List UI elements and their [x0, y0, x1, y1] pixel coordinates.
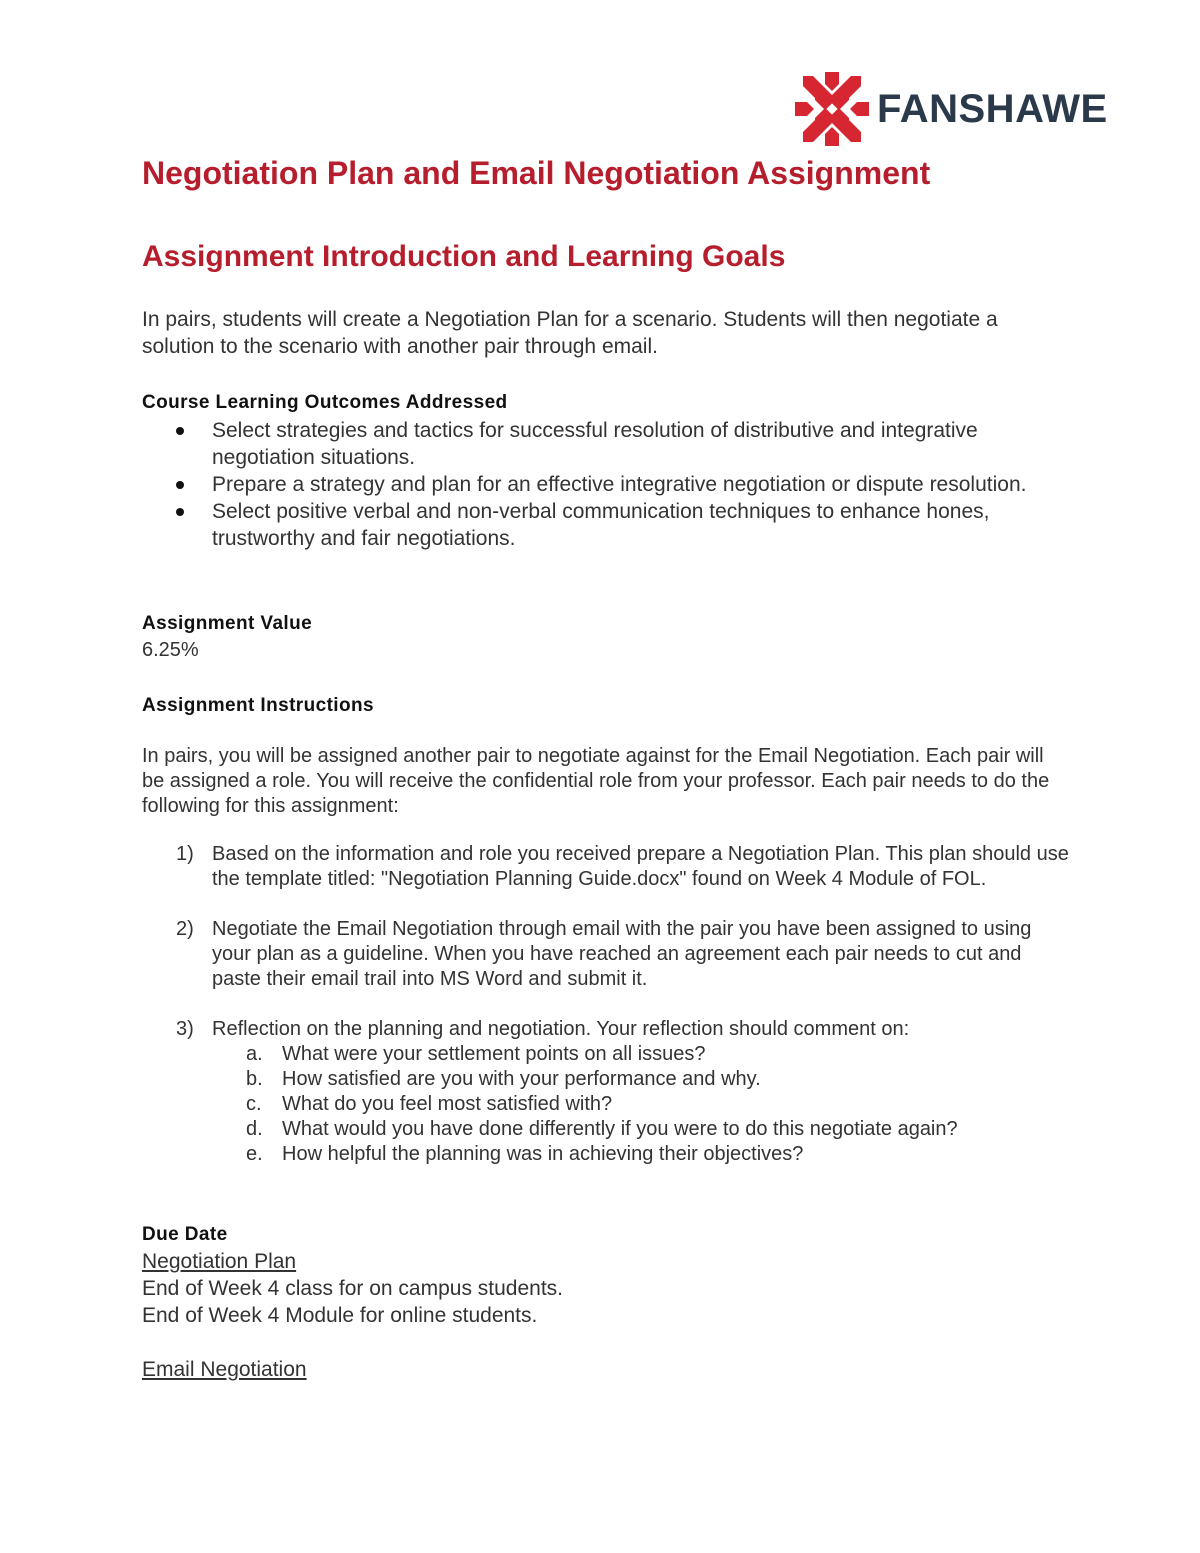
value-text: 6.25% — [142, 639, 199, 661]
fanshawe-mark-icon — [795, 72, 869, 146]
list-item: b. How satisfied are you with your performance and why. — [246, 1068, 761, 1090]
list-item: Prepare a strategy and plan for an effective integrative negotiation or dispute resolution. — [142, 471, 1042, 498]
list-item: 2) Negotiate the Email Negotiation through email with the pair you have been assigned to using your plan as a guideline. When you have reached an agreement each pair needs to cut and paste their email trail into MS Word and submit it. — [176, 918, 1032, 990]
reflection-sublist — [212, 1042, 1072, 1167]
instructions-steps — [142, 842, 1072, 1192]
outcomes-list — [142, 417, 1042, 552]
bullet-icon — [176, 427, 184, 435]
intro-paragraph: In pairs, students will create a Negotiation Plan for a scenario. Students will then negotiate a solution to the scenario with another pair through email. — [142, 308, 998, 358]
list-item: d. What would you have done differently if you were to do this negotiate again? — [246, 1118, 958, 1140]
email-heading: Email Negotiation — [142, 1358, 307, 1381]
list-item: Select positive verbal and non-verbal communication techniques to enhance hones, trustworthy and fair negotiations. — [142, 498, 1042, 552]
list-item: a. What were your settlement points on all issues? — [246, 1043, 706, 1065]
bullet-icon — [176, 481, 184, 489]
list-item: 3) Reflection on the planning and negotiation. Your reflection should comment on: a. What were your settlement points on all issues? b. How satisfied are you with your performance and why. c. What do you feel most satisfied with? d. What would you have done differently if you were to do this negotiate again? e. How helpful the planning was in achieving their objectives? — [142, 1017, 1072, 1167]
list-item: 1) Based on the information and role you received prepare a Negotiation Plan. This plan should use the template titled: "Negotiation Planning Guide.docx" found on Week 4 Module of FOL. — [176, 843, 1069, 890]
value-label: Assignment Value — [142, 613, 313, 634]
intro-heading: Assignment Introduction and Learning Goals — [142, 240, 786, 273]
list-item: Select strategies and tactics for successful resolution of distributive and integrative negotiation situations. — [142, 417, 1042, 471]
instructions-label: Assignment Instructions — [142, 695, 374, 716]
outcomes-label: Course Learning Outcomes Addressed — [142, 392, 508, 413]
plan-line: End of Week 4 Module for online students. — [142, 1304, 538, 1327]
bullet-icon — [176, 508, 184, 516]
plan-line: End of Week 4 class for on campus students. — [142, 1277, 563, 1300]
list-item: e. How helpful the planning was in achieving their objectives? — [246, 1143, 804, 1165]
due-label: Due Date — [142, 1224, 228, 1245]
list-item: c. What do you feel most satisfied with? — [246, 1093, 613, 1115]
logo-wordmark: FANSHAWE — [877, 86, 1108, 131]
fanshawe-logo — [795, 72, 1108, 146]
document-title: Negotiation Plan and Email Negotiation Assignment — [142, 155, 931, 191]
plan-heading: Negotiation Plan — [142, 1250, 297, 1273]
instructions-intro: In pairs, you will be assigned another pair to negotiate against for the Email Negotiation. Each pair will be assigned a role. You will receive the confidential role from your professor. Each pair needs to do the following for this assignment: — [142, 745, 1050, 817]
